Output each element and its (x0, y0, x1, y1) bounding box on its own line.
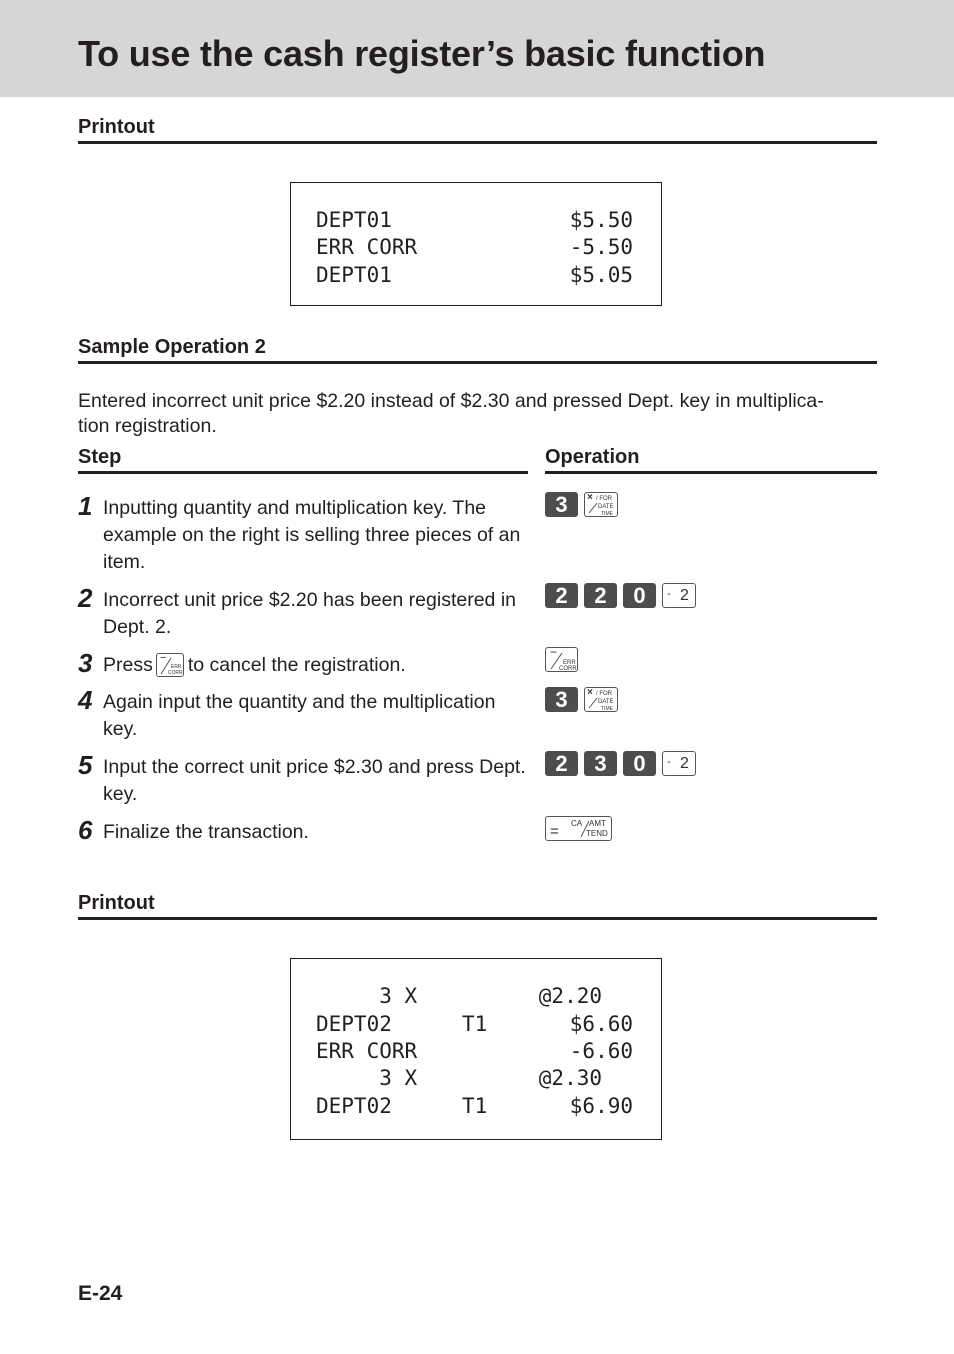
receipt-line-label: 3 X (316, 1066, 418, 1090)
section-sample-operation-2 (78, 335, 877, 364)
receipt-line-mid: T1 (462, 1094, 488, 1118)
step-text: Finalize the transaction. (103, 821, 309, 843)
err-minus: − (550, 645, 558, 659)
key-0: 0 (623, 751, 656, 776)
key-3: 3 (584, 751, 617, 776)
dept-2-key-icon (662, 751, 696, 776)
receipt-line-value: $5.50 (569, 208, 633, 232)
receipt-line-label: 3 X (316, 984, 418, 1008)
operation-column-header (545, 445, 877, 474)
section-printout-2 (78, 891, 877, 920)
receipt-line-label: DEPT01 (316, 208, 392, 232)
description-line-2: tion registration. (78, 415, 217, 437)
key-2: 2 (584, 583, 617, 608)
receipt-line-label: DEPT02 (316, 1012, 392, 1036)
page-title: To use the cash register’s basic function (78, 33, 766, 74)
step-column-header (78, 445, 528, 474)
ca-label: CA (571, 819, 583, 828)
step-text (103, 652, 528, 679)
multiply-for-date-time-key-icon (584, 687, 618, 712)
step-text-after: to cancel the registration. (187, 654, 406, 676)
amt-label: AMT (589, 819, 606, 828)
step-text: Again input the quantity and the multiplication key. (103, 691, 496, 740)
corr-label: CORR (167, 670, 183, 676)
description-line-1: Entered incorrect unit price $2.20 instead of $2.30 and pressed Dept. key in multiplica- (78, 390, 824, 412)
key-0: 0 (623, 583, 656, 608)
step-text: Inputting quantity and multiplication key. The example on the right is selling three pieces of an item. (103, 497, 521, 573)
receipt-line-label: DEPT01 (316, 263, 392, 287)
section-heading: Sample Operation 2 (78, 336, 266, 358)
err-corr-key-icon (156, 653, 184, 677)
step-text: Input the correct unit price $2.30 and press Dept. key. (103, 756, 526, 805)
receipt-2 (290, 958, 662, 1140)
step-number: 2 (78, 583, 93, 613)
step-text: Incorrect unit price $2.20 has been registered in Dept. 2. (103, 589, 516, 638)
receipt-line-value: @2.20 (538, 984, 602, 1008)
key-3: 3 (545, 687, 578, 712)
multiply-for-date-time-key-icon (584, 492, 618, 517)
receipt-line-value: -5.50 (569, 235, 633, 259)
receipt-line-label: ERR CORR (316, 235, 418, 259)
receipt-line-value: $5.05 (569, 263, 633, 287)
mult-date: DATE (598, 504, 614, 510)
mult-time: TIME (601, 706, 613, 712)
page-number: E-24 (78, 1282, 123, 1305)
dept-2-key-icon (662, 583, 696, 608)
step-number: 4 (78, 685, 93, 715)
step-number: 1 (78, 491, 93, 521)
tend-label: TEND (586, 829, 608, 838)
mult-date: DATE (598, 699, 614, 705)
mult-for: / FOR (596, 496, 612, 502)
err-label: ERR (563, 660, 576, 666)
step-number: 6 (78, 815, 93, 845)
ca-amt-tend-key-icon (545, 816, 612, 841)
step-number: 3 (78, 648, 93, 678)
err-minus: − (159, 652, 167, 664)
section-heading: Printout (78, 116, 155, 138)
key-2: 2 (545, 583, 578, 608)
dept-minus: - (667, 756, 671, 768)
page-header (0, 0, 954, 97)
section-heading: Printout (78, 892, 155, 914)
err-label: ERR (170, 664, 182, 670)
err-corr-key-icon (545, 647, 578, 672)
mult-time: TIME (601, 511, 613, 517)
step-heading: Step (78, 446, 122, 468)
section-printout-1 (78, 115, 877, 144)
ca-equals: = (550, 823, 559, 840)
mult-for: / FOR (596, 691, 612, 697)
description (78, 389, 878, 439)
receipt-line-value: -6.60 (569, 1039, 633, 1063)
mult-x: × (587, 687, 593, 698)
operation-heading: Operation (545, 446, 640, 468)
corr-label: CORR (559, 666, 577, 672)
dept-minus: - (667, 588, 671, 600)
receipt-1 (290, 182, 662, 306)
receipt-line-value: $6.60 (569, 1012, 633, 1036)
receipt-line-mid: T1 (462, 1012, 488, 1036)
receipt-line-label: ERR CORR (316, 1039, 418, 1063)
dept-number: 2 (680, 587, 689, 604)
key-3: 3 (545, 492, 578, 517)
mult-x: × (587, 492, 593, 503)
receipt-line-value: @2.30 (538, 1066, 602, 1090)
step-text-before: Press (103, 654, 153, 676)
receipt-line-value: $6.90 (569, 1094, 633, 1118)
step-number: 5 (78, 750, 93, 780)
dept-number: 2 (680, 755, 689, 772)
key-2: 2 (545, 751, 578, 776)
receipt-line-label: DEPT02 (316, 1094, 392, 1118)
